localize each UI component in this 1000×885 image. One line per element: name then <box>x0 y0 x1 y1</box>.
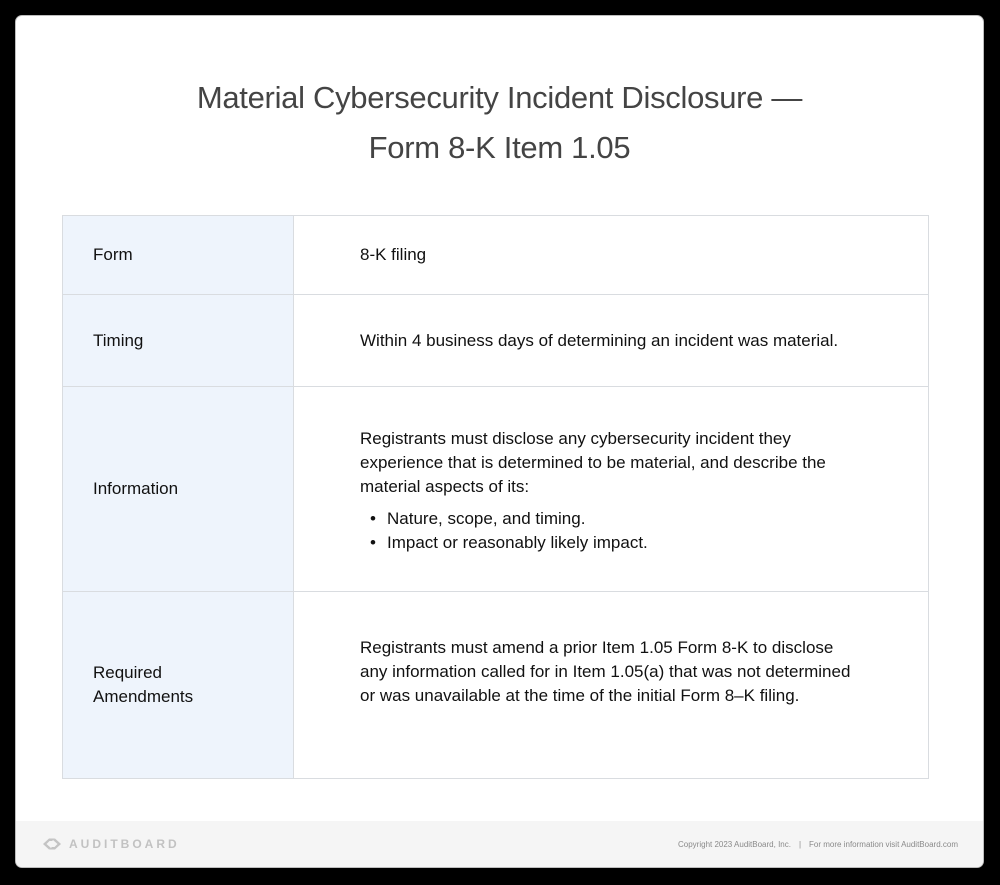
bullet-item: • Nature, scope, and timing. <box>360 507 860 531</box>
auditboard-logo-icon <box>41 836 63 852</box>
more-info-text: For more information visit AuditBoard.com <box>809 839 958 849</box>
row-value-text: Registrants must disclose any cybersecurity incident they experience that is determined to be material, and describe the material aspects of its: <box>360 429 826 496</box>
row-value <box>294 592 930 778</box>
disclosure-card <box>15 15 984 868</box>
title-line-1: Material Cybersecurity Incident Disclosure — <box>196 80 803 115</box>
row-label-line-2: Amendments <box>93 687 194 706</box>
footer <box>16 821 983 867</box>
auditboard-logo <box>41 836 180 852</box>
bullet-item: • Impact or reasonably likely impact. <box>360 531 860 555</box>
row-label <box>63 387 294 591</box>
row-label-text <box>93 661 193 709</box>
row-value <box>294 295 930 386</box>
row-label-text: Timing <box>93 330 144 350</box>
row-label-line-1: Required <box>93 663 162 682</box>
row-label <box>63 216 294 294</box>
page-title <box>16 73 983 173</box>
row-label-text: Information <box>93 479 179 498</box>
row-label-text: Form <box>93 245 133 264</box>
table-row-timing <box>63 295 928 387</box>
table-row-form <box>63 216 928 295</box>
logo-text: AUDITBOARD <box>69 837 180 851</box>
title-line-2: Form 8-K Item 1.05 <box>368 130 631 165</box>
row-value-text: Registrants must amend a prior Item 1.05 Form 8-K to disclose any information called for in Item 1.05(a) that was not determined or was unavailable at the time of the initial Form 8–K filing. <box>360 638 851 705</box>
row-value-text: 8-K filing <box>360 245 427 264</box>
row-value-text: Within 4 business days of determining an incident was material. <box>360 330 839 350</box>
row-label <box>63 592 294 778</box>
row-label <box>63 295 294 386</box>
row-value <box>294 387 930 591</box>
footer-separator: | <box>798 839 802 849</box>
table-row-required-amendments <box>63 592 928 778</box>
bullet-list <box>360 507 860 555</box>
row-value <box>294 216 930 294</box>
footer-info <box>678 840 958 849</box>
table-row-information <box>63 387 928 592</box>
copyright-text: Copyright 2023 AuditBoard, Inc. <box>678 839 791 849</box>
disclosure-table <box>62 215 929 779</box>
